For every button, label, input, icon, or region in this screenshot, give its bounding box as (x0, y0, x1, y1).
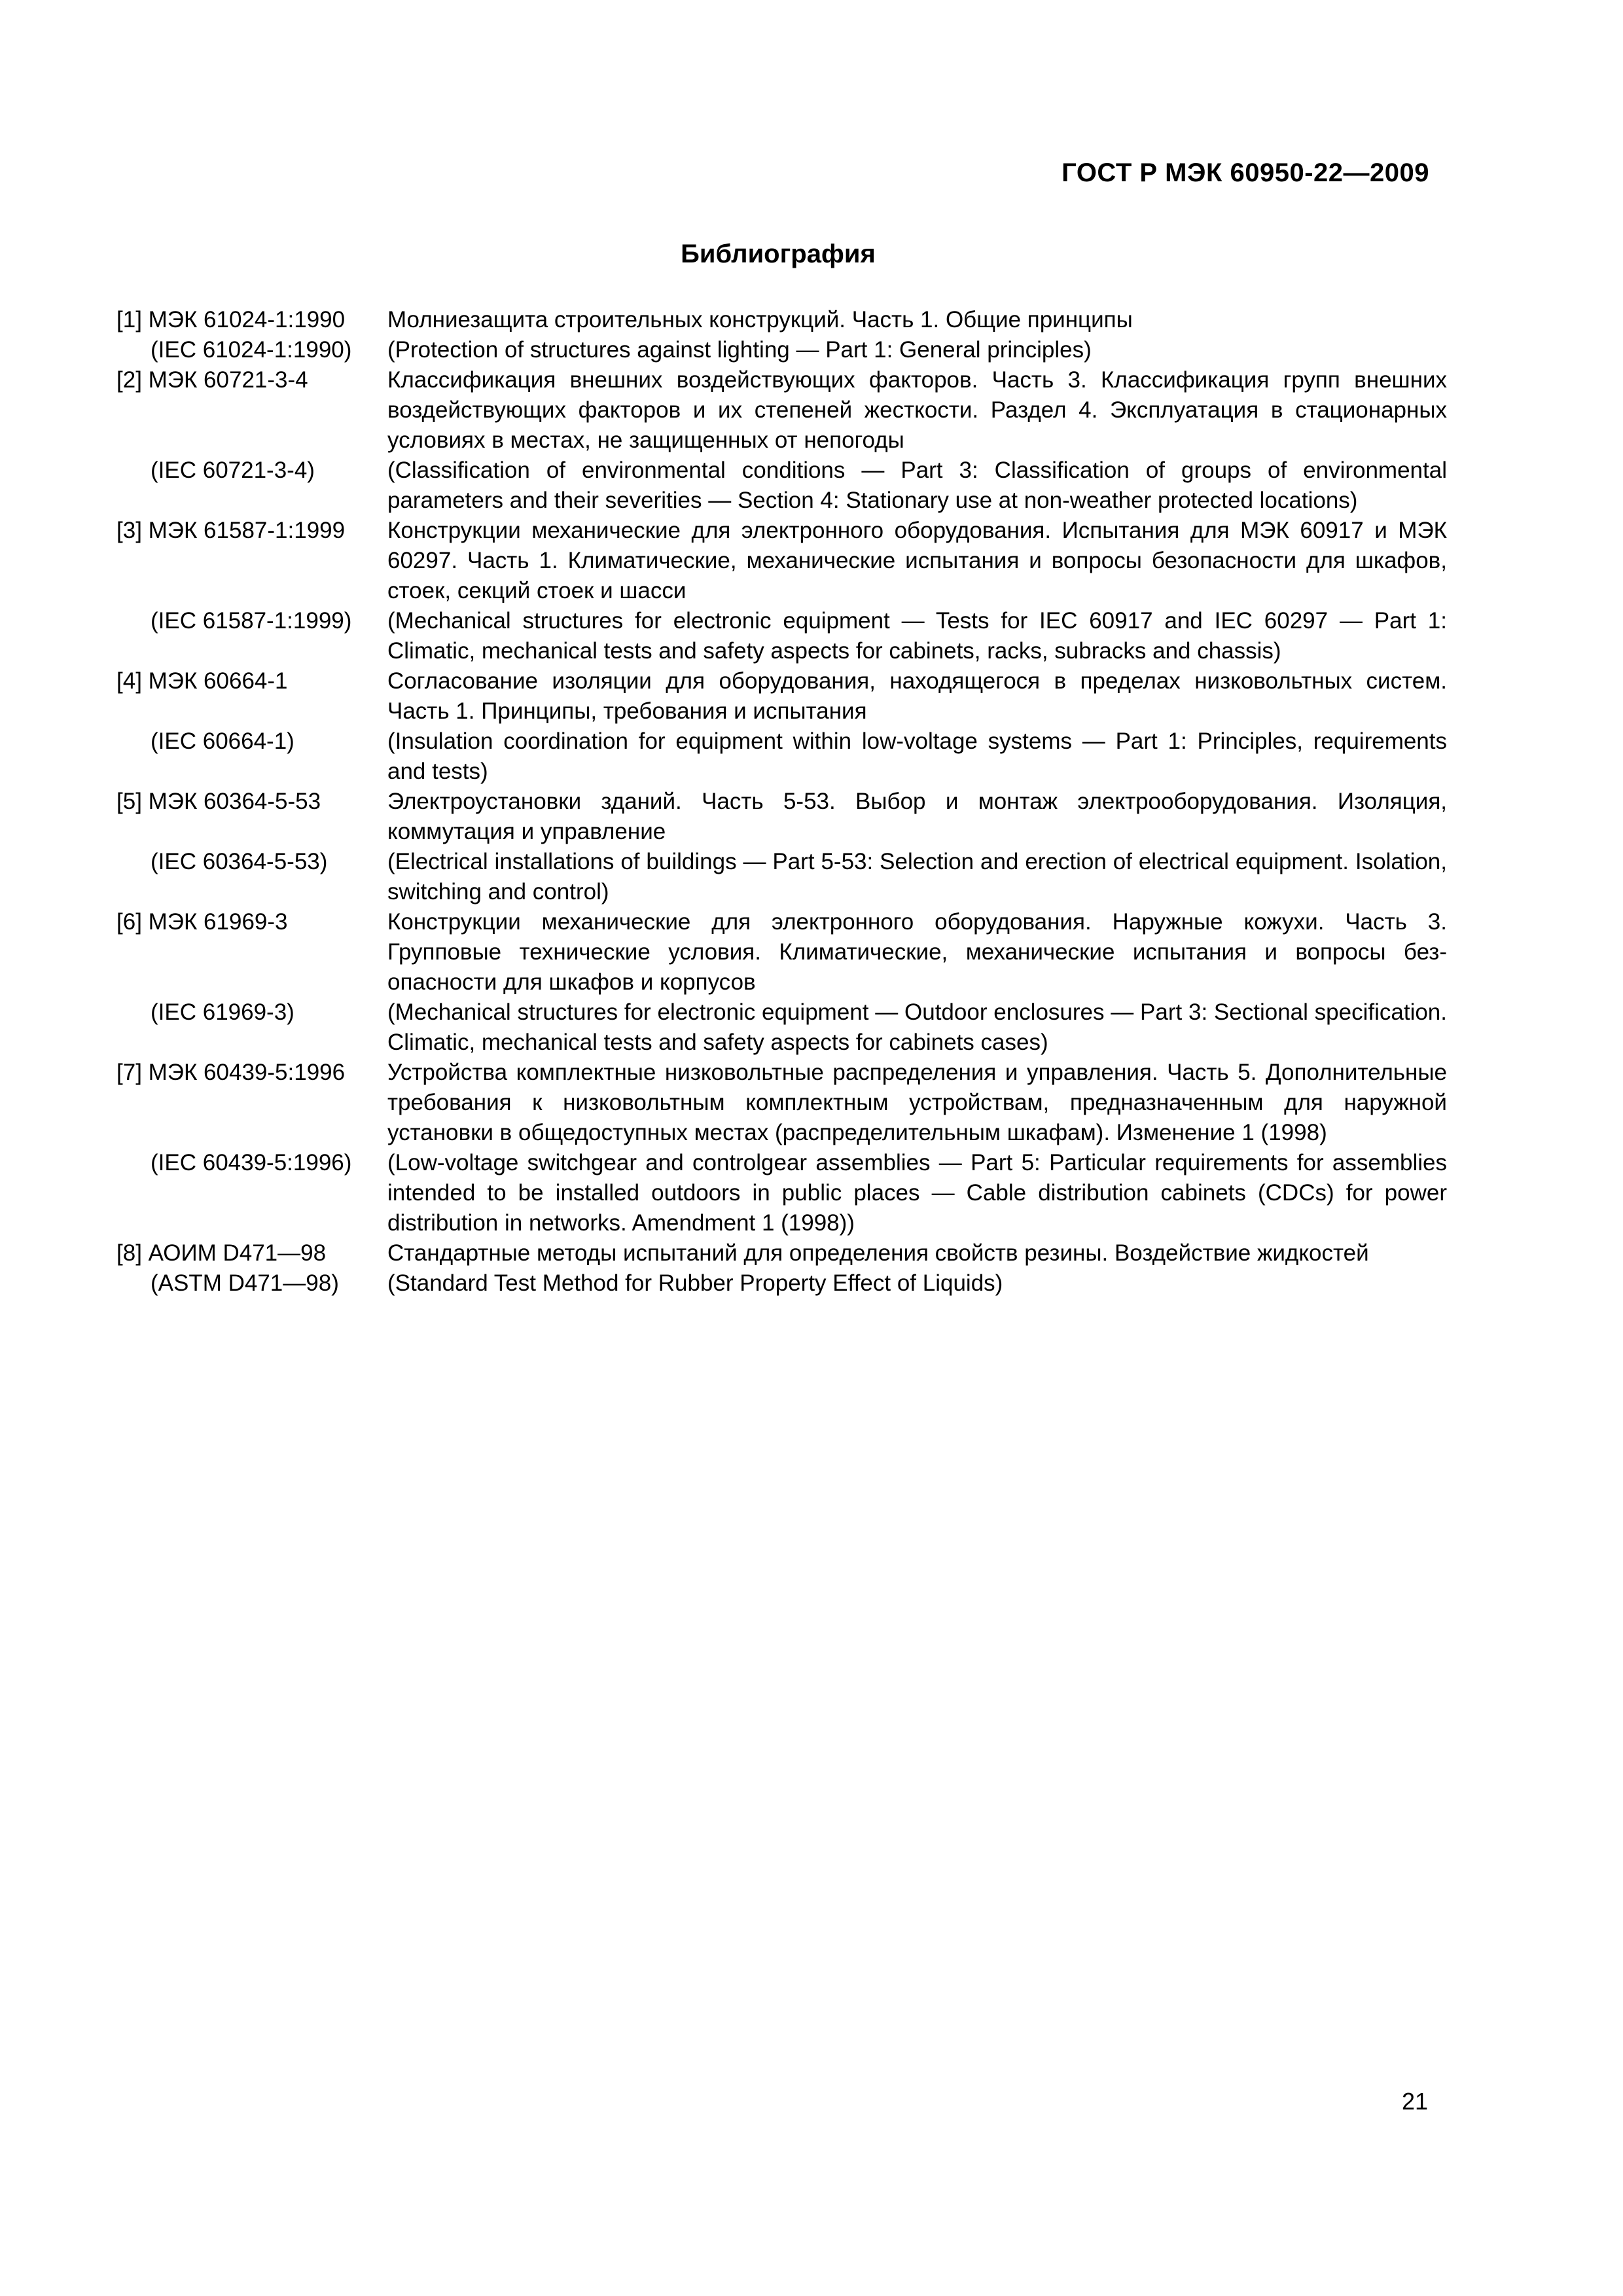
bibliography-list (116, 305, 1447, 1299)
bibliography-entry (116, 1058, 1447, 1148)
entry-description: Электроустановки зданий. Часть 5-53. Выбор и монтаж электрооборудования. Изоляция, коммутация и управление (387, 789, 1447, 844)
entry-description: (Protection of structures against lighting — Part 1: General principles) (387, 337, 1092, 363)
entry-description: (Mechanical structures for electronic equipment — Tests for IEC 60917 and IEC 60297 — Part 1: Climatic, mechanical tests and safety aspects for cabinets, racks, subracks and chassis) (387, 608, 1447, 664)
bibliography-entry-original (116, 456, 1447, 516)
page-number: 21 (1401, 2088, 1428, 2115)
bibliography-entry (116, 787, 1447, 847)
entry-reference: [1] МЭК 61024-1:1990 (116, 307, 346, 332)
entry-reference: [2] МЭК 60721-3-4 (116, 367, 308, 393)
bibliography-entry (116, 907, 1447, 997)
entry-reference: (IEC 61587-1:1999) (151, 608, 352, 634)
bibliography-entry (116, 305, 1447, 335)
entry-reference: [8] АОИМ D471—98 (116, 1240, 327, 1266)
document-code: ГОСТ Р МЭК 60950-22—2009 (1061, 158, 1429, 187)
bibliography-entry-original (116, 997, 1447, 1058)
entry-description: (Mechanical structures for electronic equipment — Outdoor enclosures — Part 3: Sectional specification. Climatic, mechanical tests and safety aspects for cabinets cases) (387, 999, 1447, 1055)
entry-description: (Classification of environmental conditions — Part 3: Classification of groups of environmental parameters and their severities — Section 4: Stationary use at non-weather protected locations) (387, 457, 1447, 513)
bibliography-entry (116, 1238, 1447, 1268)
entry-description: Устройства комплектные низковольтные распределения и управления. Часть 5. Дополнительные требования к низковольтным комплектным устройствам, предназначенным для наружной установки в общедоступных местах (распределительным шкафам). Изменение 1 (1998) (387, 1060, 1447, 1145)
entry-description: Конструкции механические для электронного оборудования. Наружные кожухи. Часть 3. Групповые технические условия. Климатические, механические испытания и вопросы безопасности для шкафов и корпусов (387, 909, 1447, 995)
entry-description: Классификация внешних воздействующих факторов. Часть 3. Классификация групп внешних воздействующих факторов и их степеней жесткости. Раздел 4. Эксплуатация в стационарных условиях в местах, не защищенных от непогоды (387, 367, 1447, 453)
entry-reference: [3] МЭК 61587-1:1999 (116, 518, 346, 543)
entry-reference: (IEC 61969-3) (151, 999, 294, 1025)
entry-reference: (IEC 61024-1:1990) (151, 337, 352, 363)
entry-reference: [6] МЭК 61969-3 (116, 909, 288, 935)
entry-description: Согласование изоляции для оборудования, находящегося в пределах низковольтных систем. Часть 1. Принципы, требования и испытания (387, 668, 1447, 724)
entry-description: (Insulation coordination for equipment within low-voltage systems — Part 1: Principles, requirements and tests) (387, 728, 1447, 784)
entry-description: (Standard Test Method for Rubber Property Effect of Liquids) (387, 1270, 1003, 1296)
bibliography-entry-original (116, 606, 1447, 666)
bibliography-entry (116, 516, 1447, 606)
entry-description: (Low-voltage switchgear and controlgear assemblies — Part 5: Particular requirements for assemblies intended to be installed outdoors in public places — Cable distribution cabinets (CDCs) for power distribution in networks. Amendment 1 (1998)) (387, 1150, 1447, 1236)
entry-reference: (IEC 60364-5-53) (151, 849, 328, 874)
entry-description: Стандартные методы испытаний для определения свойств резины. Воздействие жидкостей (387, 1240, 1369, 1266)
entry-reference: (IEC 60439-5:1996) (151, 1150, 352, 1175)
bibliography-entry-original (116, 726, 1447, 787)
entry-reference: [5] МЭК 60364-5-53 (116, 789, 321, 814)
entry-description: Молниезащита строительных конструкций. Часть 1. Общие принципы (387, 307, 1133, 332)
entry-reference: (IEC 60721-3-4) (151, 457, 315, 483)
entry-reference: [4] МЭК 60664-1 (116, 668, 288, 694)
entry-reference: (ASTM D471—98) (151, 1270, 339, 1296)
bibliography-entry-original (116, 335, 1447, 365)
entry-description: Конструкции механические для электронного оборудования. Испытания для МЭК 60917 и МЭК 60297. Часть 1. Климатические, механические испытания и вопросы безопасности для шкафов, стоек, секций стоек и шасси (387, 518, 1447, 603)
bibliography-entry-original (116, 847, 1447, 907)
entry-reference: (IEC 60664-1) (151, 728, 294, 754)
entry-description: (Electrical installations of buildings — Part 5-53: Selection and erection of electrical equipment. Isolation, switching and control) (387, 849, 1447, 905)
page-title: Библиография (681, 240, 876, 268)
bibliography-entry-original (116, 1148, 1447, 1238)
bibliography-entry (116, 365, 1447, 456)
bibliography-entry-original (116, 1268, 1447, 1299)
bibliography-entry (116, 666, 1447, 726)
entry-reference: [7] МЭК 60439-5:1996 (116, 1060, 346, 1085)
